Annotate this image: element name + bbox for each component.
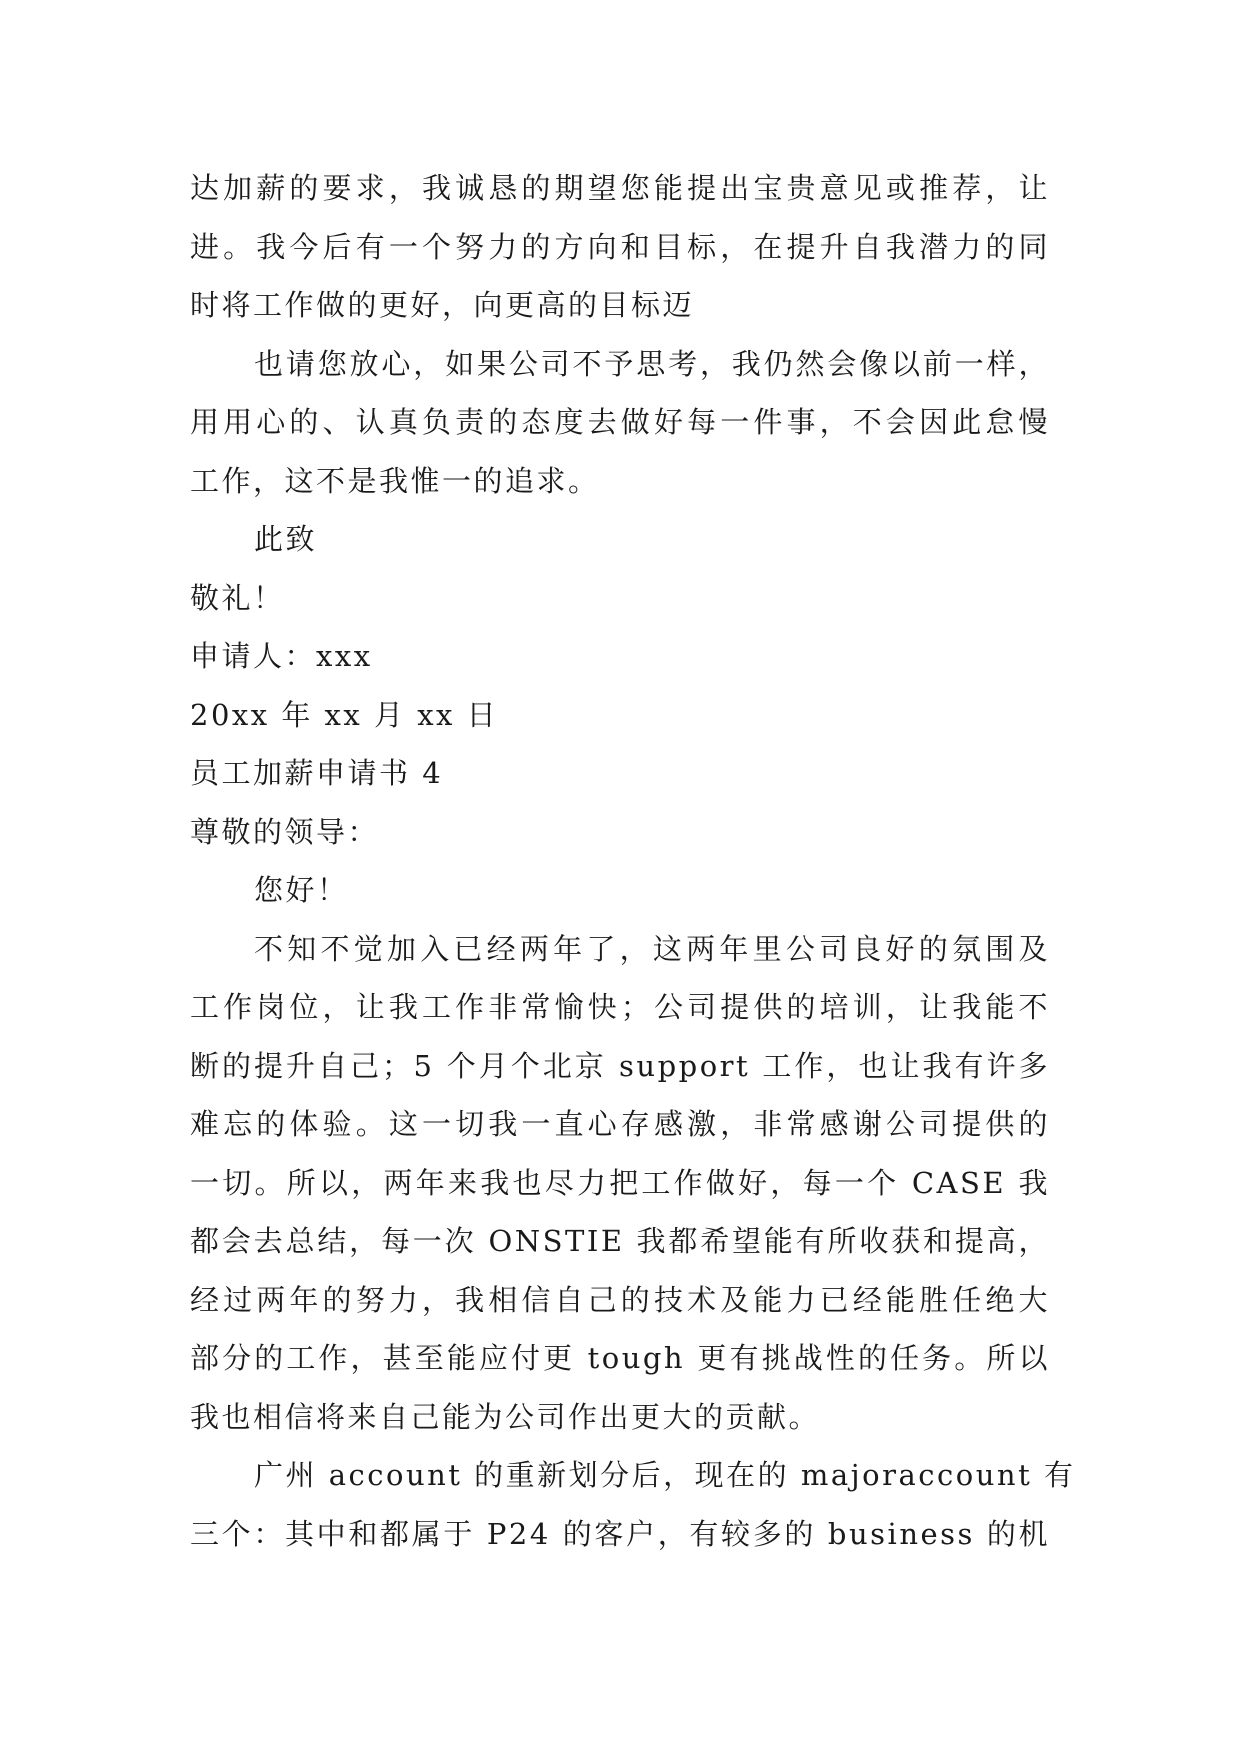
text-line: 难忘的体验。这一切我一直心存感激，非常感谢公司提供的 [190,1107,1050,1141]
text-line: 三个：其中和都属于 P24 的客户，有较多的 business 的机 [190,1516,1050,1551]
greeting-line: 您好！ [254,873,349,907]
text-line: 断的提升自己；5 个月个北京 support 工作，也让我有许多 [190,1048,1050,1083]
text-line: 一切。所以，两年来我也尽力把工作做好，每一个 CASE 我 [190,1165,1050,1200]
text-line: 工作，这不是我惟一的追求。 [190,463,600,498]
section-title: 员工加薪申请书 4 [190,756,444,790]
document-body [190,159,1076,1563]
greeting-recipient: 尊敬的领导： [190,814,380,849]
paragraph-start-line: 广州 account 的重新划分后，现在的 majoraccount 有 [254,1458,1076,1492]
date-line: 20xx 年 xx 月 xx 日 [190,697,499,732]
text-line: 部分的工作，甚至能应付更 tough 更有挑战性的任务。所以 [190,1341,1050,1375]
text-line: 达加薪的要求，我诚恳的期望您能提出宝贵意见或推荐，让 [190,171,1050,205]
text-line: 进。我今后有一个努力的方向和目标，在提升自我潜力的同 [190,229,1050,264]
paragraph-start-line: 不知不觉加入已经两年了，这两年里公司良好的氛围及 [254,931,1050,966]
text-line: 我也相信将来自己能为公司作出更大的贡献。 [190,1399,821,1434]
text-line: 经过两年的努力，我相信自己的技术及能力已经能胜任绝大 [190,1282,1050,1317]
paragraph-start-line: 也请您放心，如果公司不予思考，我仍然会像以前一样， [254,346,1050,381]
closing-salutation: 此致 [254,522,318,556]
text-line: 工作岗位，让我工作非常愉快；公司提供的培训，让我能不 [190,990,1050,1024]
text-line: 都会去总结，每一次 ONSTIE 我都希望能有所收获和提高， [190,1224,1050,1258]
text-line: 用用心的、认真负责的态度去做好每一件事，不会因此怠慢 [190,405,1050,439]
text-line: 时将工作做的更好，向更高的目标迈 [190,288,695,322]
closing-regards: 敬礼！ [190,580,285,615]
applicant-line: 申请人：xxx [190,639,373,673]
